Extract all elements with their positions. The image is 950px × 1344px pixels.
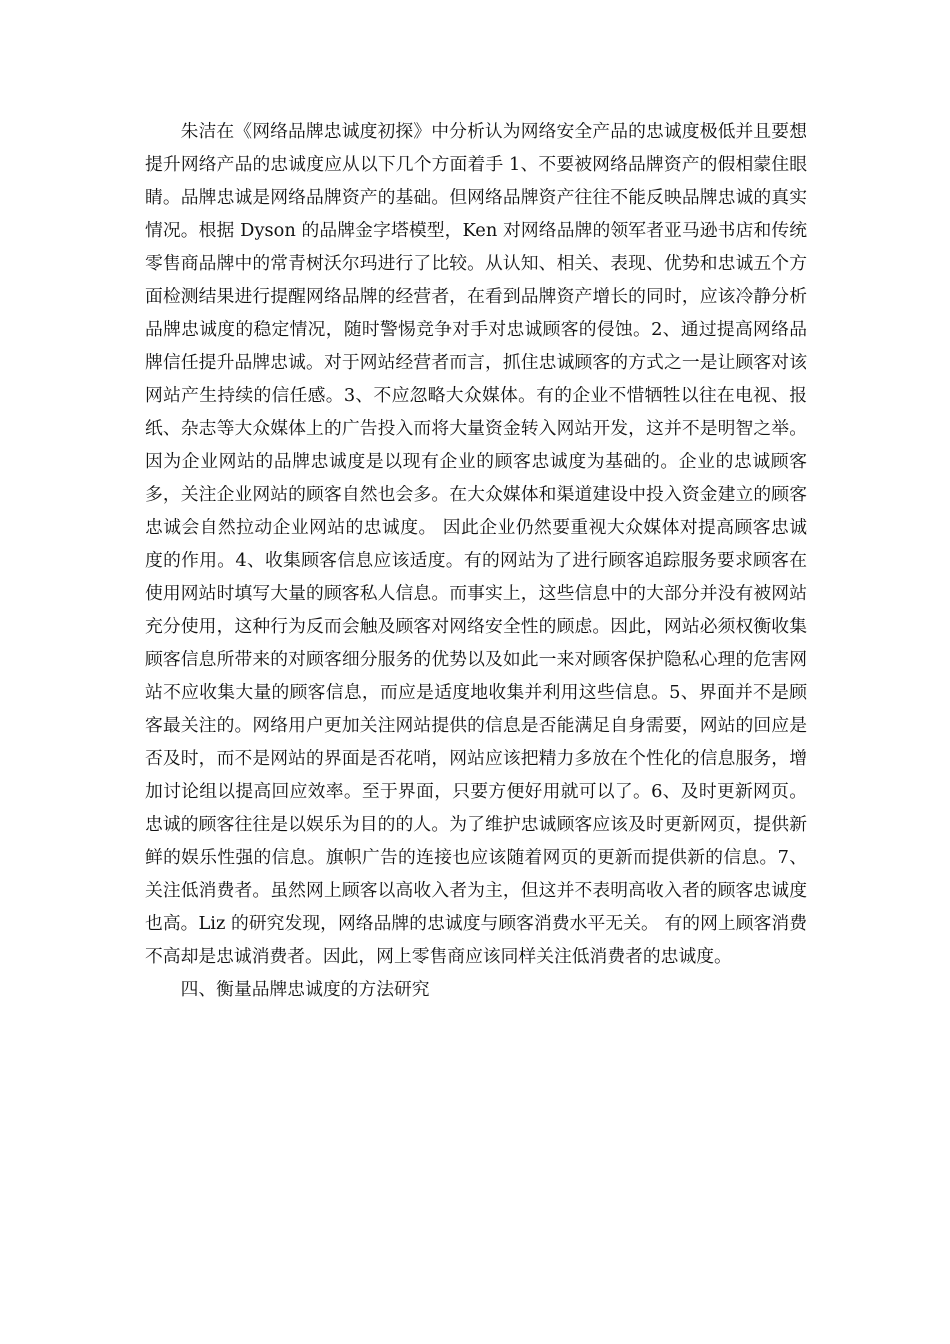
paragraph: 朱洁在《网络品牌忠诚度初探》中分析认为网络安全产品的忠诚度极低并且要想提升网络产品的忠诚度应从以下几个方面着手 1、不要被网络品牌资产的假相蒙住眼睛。品牌忠诚是网络品牌资产的基础。但网络品牌资产往往不能反映品牌忠诚的真实情况。根据 Dyson 的品牌金字塔模型，Ken 对网络品牌的领军者亚马逊书店和传统零售商品牌中的常青树沃尔玛进行了比较。从认知、相关、表现、优势和忠诚五个方面检测结果进行提醒网络品牌的经营者，在看到品牌资产增长的同时，应该冷静分析品牌忠诚度的稳定情况，随时警惕竞争对手对忠诚顾客的侵蚀。2、通过提高网络品牌信任提升品牌忠诚。对于网站经营者而言，抓住忠诚顾客的方式之一是让顾客对该网站产生持续的信任感。3、不应忽略大众媒体。有的企业不惜牺牲以往在电视、报纸、杂志等大众媒体上的广告投入而将大量资金转入网站开发，这并不是明智之举。因为企业网站的品牌忠诚度是以现有企业的顾客忠诚度为基础的。企业的忠诚顾客多，关注企业网站的顾客自然也会多。在大众媒体和渠道建设中投入资金建立的顾客忠诚会自然拉动企业网站的忠诚度。 因此企业仍然要重视大众媒体对提高顾客忠诚度的作用。4、收集顾客信息应该适度。有的网站为了进行顾客追踪服务要求顾客在使用网站时填写大量的顾客私人信息。而事实上，这些信息中的大部分并没有被网站充分使用，这种行为反而会触及顾客对网络安全性的顾虑。因此，网站必须权衡收集顾客信息所带来的对顾客细分服务的优势以及如此一来对顾客保护隐私心理的危害网站不应收集大量的顾客信息，而应是适度地收集并利用这些信息。5、界面并不是顾客最关注的。网络用户更加关注网站提供的信息是否能满足自身需要，网站的回应是否及时，而不是网站的界面是否花哨，网站应该把精力多放在个性化的信息服务，增加讨论组以提高回应效率。至于界面，只要方便好用就可以了。6、及时更新网页。忠诚的顾客往往是以娱乐为目的的人。为了维护忠诚顾客应该及时更新网页，提供新鲜的娱乐性强的信息。旗帜广告的连接也应该随着网页的更新而提供新的信息。7、关注低消费者。虽然网上顾客以高收入者为主，但这并不表明高收入者的顾客忠诚度也高。Liz 的研究发现，网络品牌的忠诚度与顾客消费水平无关。 有的网上顾客消费不高却是忠诚消费者。因此，网上零售商应该同样关注低消费者的忠诚度。 bbox=[145, 121, 807, 967]
body-text bbox=[145, 115, 807, 1006]
section-heading: 四、衡量品牌忠诚度的方法研究 bbox=[180, 979, 430, 1000]
